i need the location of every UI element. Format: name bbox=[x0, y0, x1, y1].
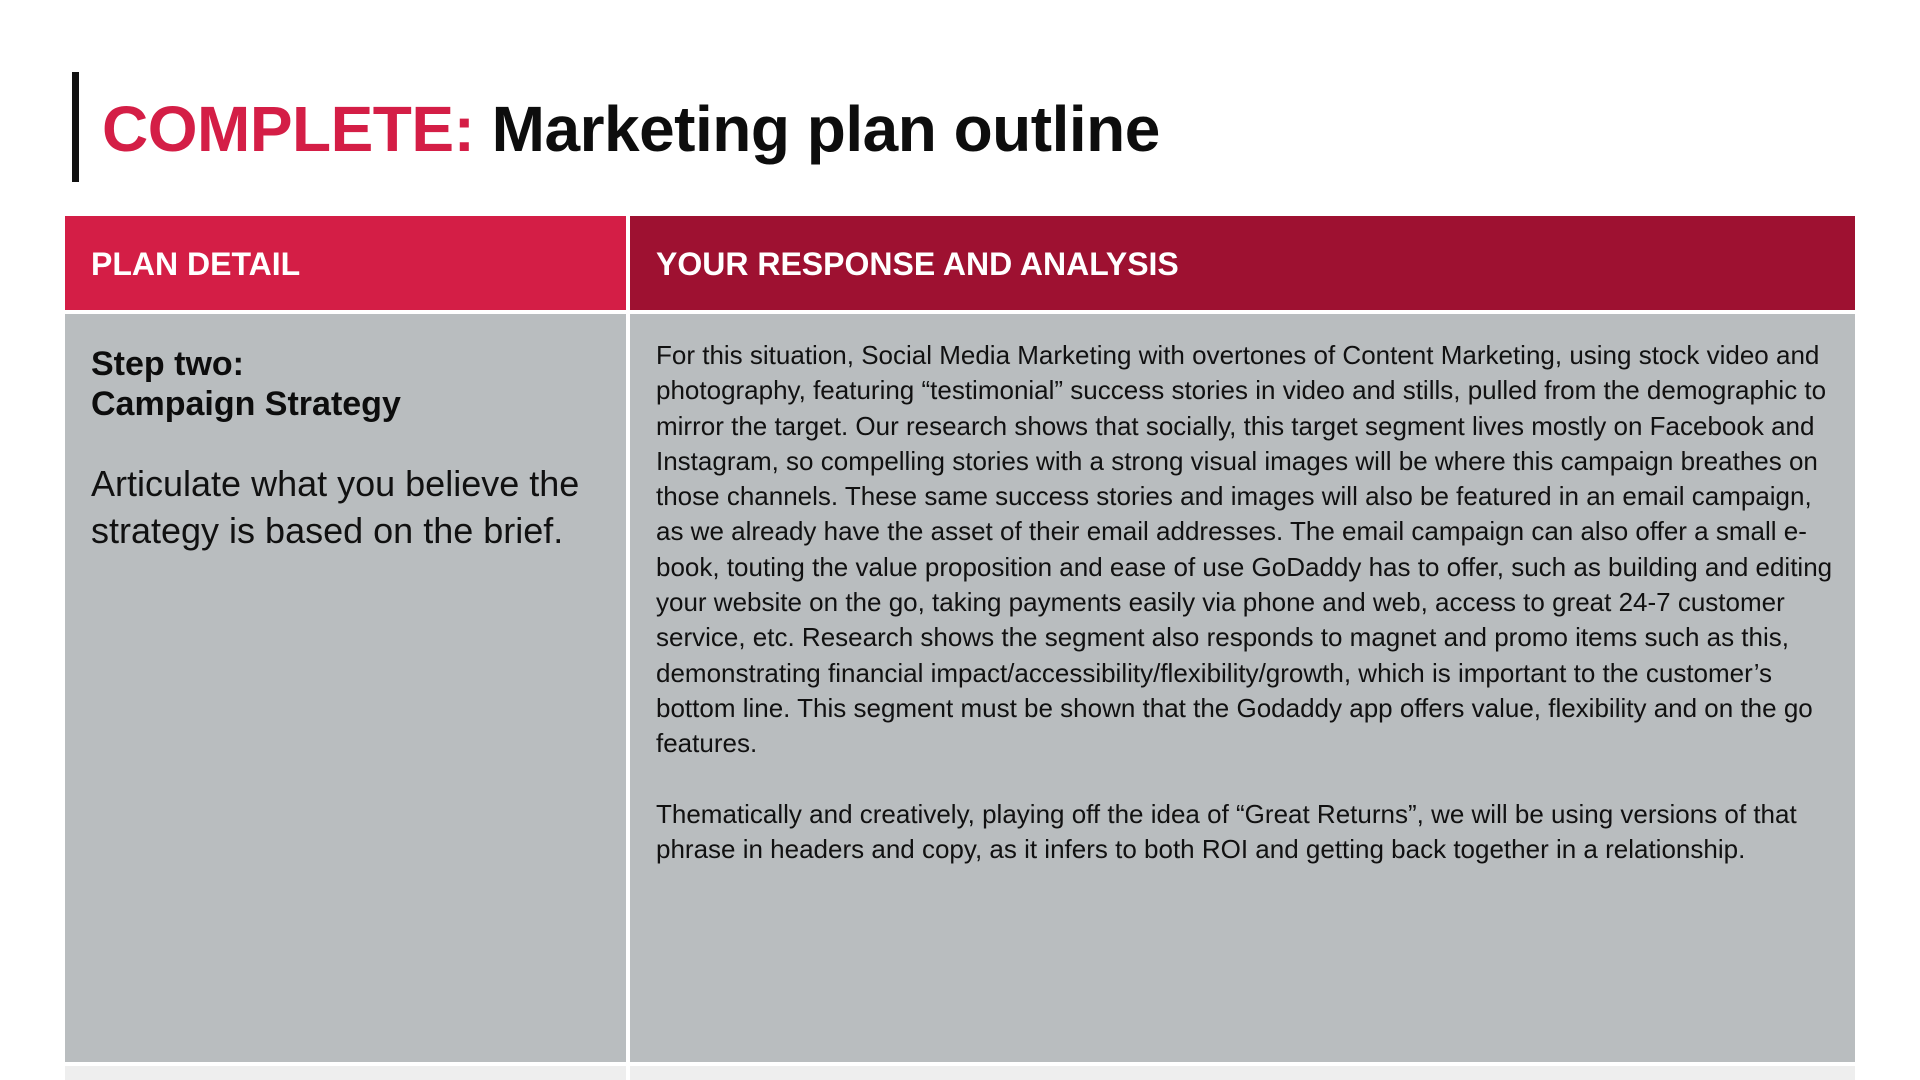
header-plan-detail bbox=[65, 216, 626, 310]
step-name: Campaign Strategy bbox=[91, 385, 401, 423]
step-label: Step two: bbox=[91, 345, 244, 383]
header-response bbox=[630, 216, 1855, 310]
title-main: Marketing plan outline bbox=[491, 93, 1160, 165]
response-paragraph-1: For this situation, Social Media Marketing with overtones of Content Marketing, using stock video and photography, featuring “testimonial” success stories in video and stills, pulled from the demographic to mirror the target. Our research shows that socially, this target segment lives mostly on Facebook and Instagram, so compelling stories with a strong visual images will be where this campaign breathes on those channels. These same success stories and images will also be featured in an email campaign, as we already have the asset of their email addresses. The email campaign can also offer a small e-book, touting the value proposition and ease of use GoDaddy has to offer, such as building and editing your website on the go, taking payments easily via phone and web, access to great 24-7 customer service, etc. Research shows the segment also responds to magnet and promo items such as this, demonstrating financial impact/accessibility/flexibility/growth, which is important to the customer’s bottom line. This segment must be shown that the Godaddy app offers value, flexibility and on the go features. bbox=[656, 340, 1833, 759]
header-plan-detail-label: PLAN DETAIL bbox=[91, 246, 301, 282]
title-accent-bar bbox=[72, 72, 79, 182]
next-row-right bbox=[630, 1066, 1855, 1080]
next-row-left bbox=[65, 1066, 626, 1080]
response-text bbox=[656, 338, 1836, 902]
title-accent: COMPLETE: bbox=[102, 93, 475, 165]
response-cell bbox=[630, 314, 1855, 1062]
page-title bbox=[102, 92, 1160, 166]
header-response-label: YOUR RESPONSE AND ANALYSIS bbox=[656, 246, 1179, 282]
step-prompt: Articulate what you believe the strategy is based on the brief. bbox=[91, 463, 580, 551]
step-heading bbox=[91, 344, 601, 424]
plan-detail-cell bbox=[65, 314, 626, 1062]
plan-table bbox=[65, 216, 1855, 1080]
response-paragraph-2: Thematically and creatively, playing off the idea of “Great Returns”, we will be using versions of that phrase in headers and copy, as it infers to both ROI and getting back together in a relationship. bbox=[656, 798, 1797, 864]
